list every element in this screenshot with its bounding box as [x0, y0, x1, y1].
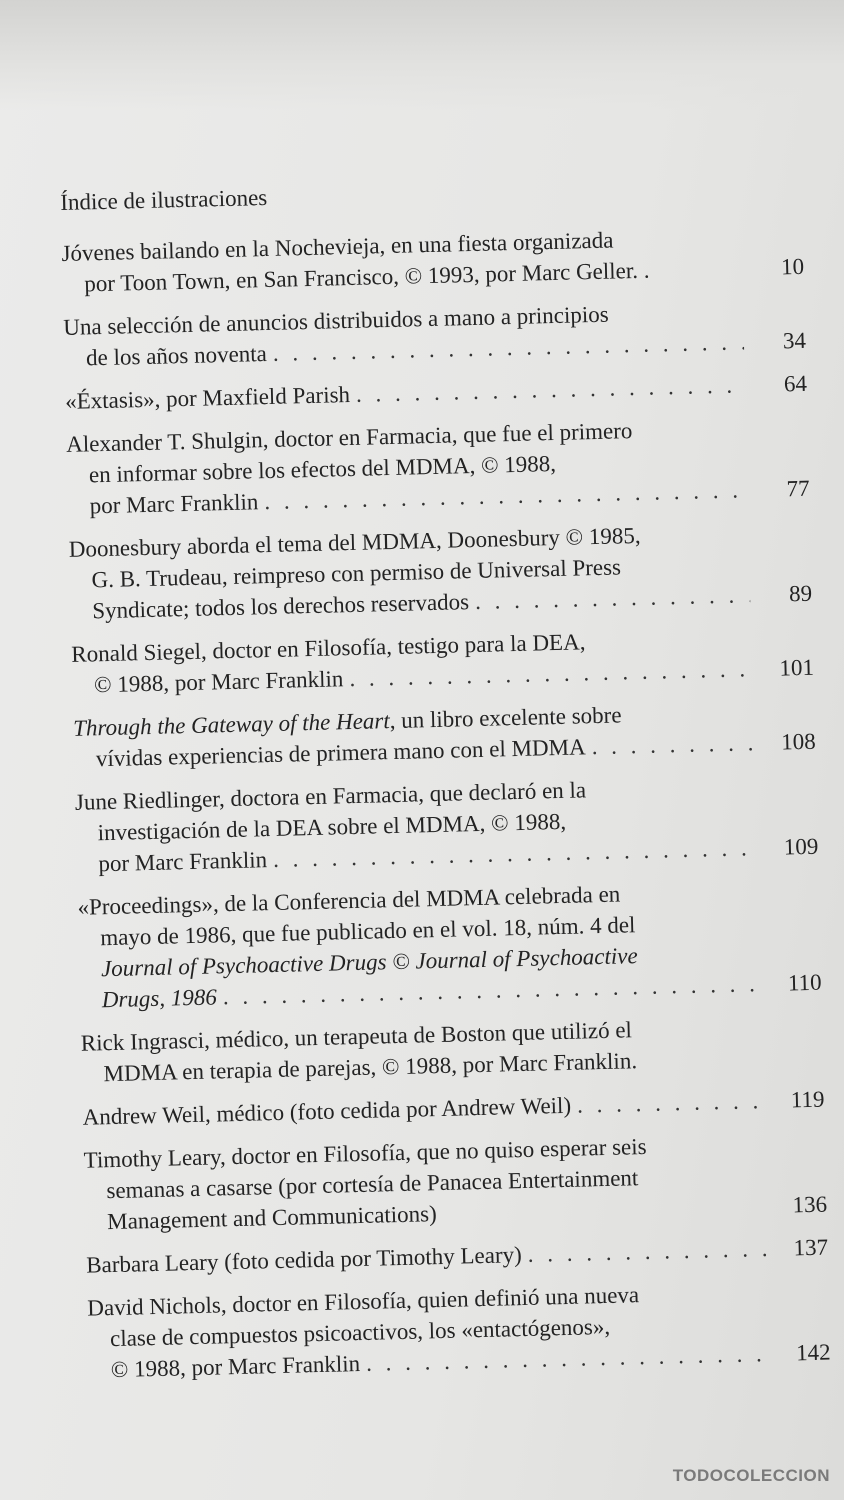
dot-leader [475, 579, 751, 617]
entry-text: Journal of Psychoactive Drugs © Journal of Psychoactive [100, 943, 638, 982]
entry-text: de los años noventa [85, 340, 268, 371]
entry-text: © 1988, por Marc Franklin [110, 1351, 361, 1383]
page-number: 137 [793, 1234, 829, 1261]
index-entry [82, 1084, 825, 1133]
entry-text: Rick Ingrasci, médico, un terapeuta de Boston que utilizó el [80, 1017, 633, 1056]
entry-text: MDMA en terapia de parejas, © 1988, por Marc Franklin. [103, 1048, 638, 1087]
page-number: 119 [790, 1086, 825, 1113]
index-entry [66, 411, 810, 522]
book-title: Through the Gateway of the Heart [72, 708, 391, 741]
entry-text: investigación de la DEA sobre el MDMA, © 1988, [97, 808, 567, 846]
watermark-text: TODOCOLECCION [672, 1466, 830, 1485]
index-entry [86, 1232, 829, 1281]
entry-text: © 1988, por Marc Franklin [93, 666, 344, 698]
entry-text: Timothy Leary, doctor en Filosofía, que no quiso esperar seis [83, 1133, 647, 1173]
index-entry [68, 516, 812, 627]
index-entry [65, 368, 808, 417]
index-entry [63, 294, 806, 374]
entry-text: por Marc Franklin [98, 847, 268, 877]
entry-text: clase de compuestos psicoactivos, los «entactógenos», [109, 1313, 611, 1352]
page-number: 64 [783, 370, 808, 397]
page-number: 101 [779, 654, 815, 681]
entry-text: Management and Communications) [106, 1201, 438, 1235]
entry-text: por Marc Franklin [89, 489, 259, 519]
entry-text: vívidas experiencias de primera mano con el MDMA [95, 734, 586, 772]
entry-text: mayo de 1986, que fue publicado en el vol. 18, núm. 4 del [99, 912, 636, 951]
entry-text: Doonesbury aborda el tema del MDMA, Doonesbury © 1985, [68, 522, 641, 562]
index-entry [75, 769, 819, 880]
entry-text: en informar sobre los efectos del MDMA, © 1988, [88, 450, 557, 488]
page-number: 136 [792, 1191, 828, 1218]
page-number: 77 [786, 475, 810, 502]
dot-leader [577, 1085, 763, 1121]
entry-text: David Nichols, doctor en Filosofía, quien definió una nueva [87, 1282, 640, 1321]
dot-leader [527, 1233, 766, 1270]
dot-leader [591, 727, 754, 762]
entry-text: por Toon Town, en San Francisco, © 1993, por Marc Geller. . [83, 257, 650, 297]
page-shadow [0, 0, 844, 110]
entry-text: Drugs, 1986 [101, 984, 218, 1013]
entry-text: «Éxtasis», por Maxfield Parish [64, 381, 351, 414]
entry-text: Jóvenes bailando en la Nochevieja, en una fiesta organizada [61, 227, 614, 266]
dot-leader [356, 369, 746, 409]
entry-text: semanas a casarse (por cortesía de Panacea Entertainment [106, 1165, 639, 1204]
page-number: 142 [795, 1339, 831, 1366]
index-entry [87, 1275, 831, 1386]
entry-text: June Riedlinger, doctora en Farmacia, que declaró en la [74, 777, 587, 815]
page-number: 89 [788, 580, 813, 607]
entry-text: «Proceedings», de la Conferencia del MDMA celebrada en [77, 881, 621, 920]
index-entry [77, 874, 822, 1016]
page-number: 109 [783, 833, 819, 860]
entry-text: Ronald Siegel, doctor en Filosofía, testigo para la DEA, [71, 629, 586, 667]
index-entry [83, 1127, 827, 1238]
entry-text: Syndicate; todos los derechos reservados [91, 589, 470, 624]
index-entry [73, 695, 816, 775]
entry-text: Una selección de anuncios distribuidos a mano a principios [63, 301, 609, 340]
page-number: 34 [782, 327, 807, 354]
entry-text: Alexander T. Shulgin, doctor en Farmacia, que fue el primero [65, 418, 633, 457]
index-entry [80, 1010, 823, 1090]
page-number: 10 [780, 253, 805, 280]
entry-text: Andrew Weil, médico (foto cedida por Andrew Weil) [82, 1092, 572, 1130]
page-number: 110 [787, 969, 822, 996]
page-heading: Índice de ilustraciones [60, 184, 268, 215]
illustrations-index [60, 172, 831, 1398]
entry-text: , un libro excelente sobre [389, 702, 622, 734]
index-entry [71, 621, 814, 701]
page-number: 108 [780, 728, 816, 755]
index-entry [61, 220, 804, 300]
entry-text: G. B. Trudeau, reimpreso con permiso de Universal Press [91, 554, 622, 593]
entry-text: Barbara Leary (foto cedida por Timothy Leary) [85, 1242, 523, 1278]
